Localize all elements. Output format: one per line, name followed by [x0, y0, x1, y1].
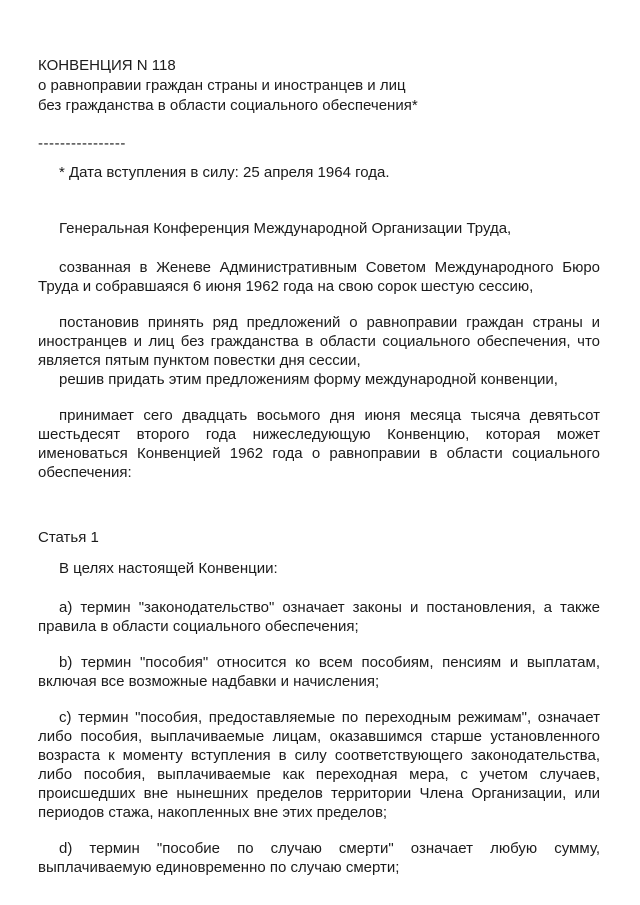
definition-item-d: d) термин "пособие по случаю смерти" означает любую сумму, выплачиваемую единовременно по случаю смерти;: [38, 840, 600, 876]
preamble-paragraph: решив придать этим предложениям форму международной конвенции,: [59, 371, 558, 388]
title-line-1: КОНВЕНЦИЯ N 118: [38, 57, 176, 74]
preamble-paragraph: Генеральная Конференция Международной Организации Труда,: [59, 220, 512, 237]
preamble-paragraph: созванная в Женеве Административным Советом Международного Бюро Труда и собравшаяся 6 июня 1962 года на свою сорок шестую сессию,: [38, 259, 600, 295]
footnote-separator: ----------------: [38, 135, 126, 152]
article-heading: Статья 1: [38, 529, 99, 546]
preamble-paragraph: постановив принять ряд предложений о равноправии граждан страны и иностранцев и лиц без гражданства в области социального обеспечения, что является пятым пунктом повестки дня сессии,: [38, 314, 600, 369]
footnote-entry-into-force: * Дата вступления в силу: 25 апреля 1964 года.: [59, 164, 390, 181]
definition-item-c: c) термин "пособия, предоставляемые по переходным режимам", означает либо пособия, выплачиваемые лицам, оказавшимся старше установленного возраста к моменту вступления в силу соответствующего законодательства, либо пособия, выплачиваемые как переходная мера, с учетом случаев, происшедших вне нынешних пределов территории Члена Организации, или периодов стажа, накопленных вне этих пределов;: [38, 709, 600, 821]
preamble-paragraph: принимает сего двадцать восьмого дня июня месяца тысяча девятьсот шестьдесят второго года нижеследующую Конвенцию, которая может именоваться Конвенцией 1962 года о равноправии в области социального обеспечения:: [38, 407, 600, 481]
definition-item-a: a) термин "законодательство" означает законы и постановления, а также правила в области социального обеспечения;: [38, 599, 600, 635]
title-line-3: без гражданства в области социального обеспечения*: [38, 97, 418, 114]
definition-item-b: b) термин "пособия" относится ко всем пособиям, пенсиям и выплатам, включая все возможные надбавки и начисления;: [38, 654, 600, 690]
article-intro: В целях настоящей Конвенции:: [59, 560, 278, 577]
document-title: [38, 56, 600, 116]
title-line-2: о равноправии граждан страны и иностранцев и лиц: [38, 77, 406, 94]
